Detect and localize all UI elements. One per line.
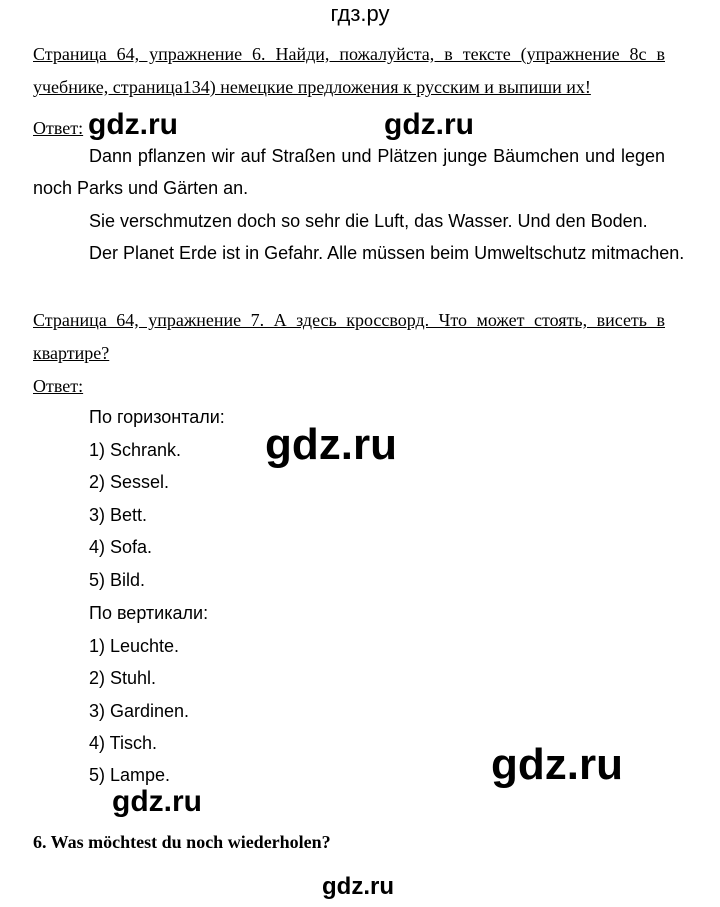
task6-para2: Sie verschmutzen doch so sehr die Luft, das Wasser. Und den Boden.	[89, 211, 648, 231]
vertical-item: 5) Lampe.	[89, 765, 171, 785]
watermark: gdz.ru	[491, 740, 623, 789]
watermark: gdz.ru	[112, 785, 202, 818]
task7-heading-line1: Страница 64, упражнение 7. А здесь кроссворд. Что может стоять, висеть в	[33, 310, 665, 330]
watermark: gdz.ru	[265, 420, 397, 469]
horizontal-item: 4) Sofa.	[89, 537, 153, 557]
horizontal-label: По горизонтали:	[89, 407, 225, 427]
vertical-item: 4) Tisch.	[89, 733, 158, 753]
task7-answer-label: Ответ:	[33, 376, 84, 396]
horizontal-item: 1) Schrank.	[89, 440, 182, 460]
site-header: гдз.ру	[330, 1, 390, 26]
vertical-label: По вертикали:	[89, 603, 209, 623]
watermark: gdz.ru	[322, 873, 394, 900]
task6-answer-label: Ответ:	[33, 118, 84, 138]
task6-heading-line2: учебнике, страница134) немецкие предложения к русским и выпиши их!	[33, 77, 591, 97]
horizontal-item: 2) Sessel.	[89, 472, 170, 492]
task6-heading	[33, 38, 665, 104]
task6-para1-line2: noch Parks und Gärten an.	[33, 178, 249, 198]
horizontal-item: 3) Bett.	[89, 505, 148, 525]
vertical-item: 1) Leuchte.	[89, 636, 180, 656]
task6-heading-line1: Страница 64, упражнение 6. Найди, пожалуйста, в тексте (упражнение 8с в	[33, 44, 665, 64]
horizontal-item: 5) Bild.	[89, 570, 146, 590]
next-section-title: 6. Was möchtest du noch wiederholen?	[33, 832, 331, 852]
task7-heading-line2: квартире?	[33, 343, 110, 363]
task6-para1-line1: Dann pflanzen wir auf Straßen und Plätzen junge Bäumchen und legen	[89, 146, 665, 166]
task6-para3: Der Planet Erde ist in Gefahr. Alle müssen beim Umweltschutz mitmachen.	[89, 243, 685, 263]
vertical-item: 3) Gardinen.	[89, 701, 190, 721]
watermark: gdz.ru	[384, 108, 474, 141]
vertical-item: 2) Stuhl.	[89, 668, 157, 688]
task7-heading	[33, 304, 665, 370]
watermark: gdz.ru	[88, 108, 178, 141]
